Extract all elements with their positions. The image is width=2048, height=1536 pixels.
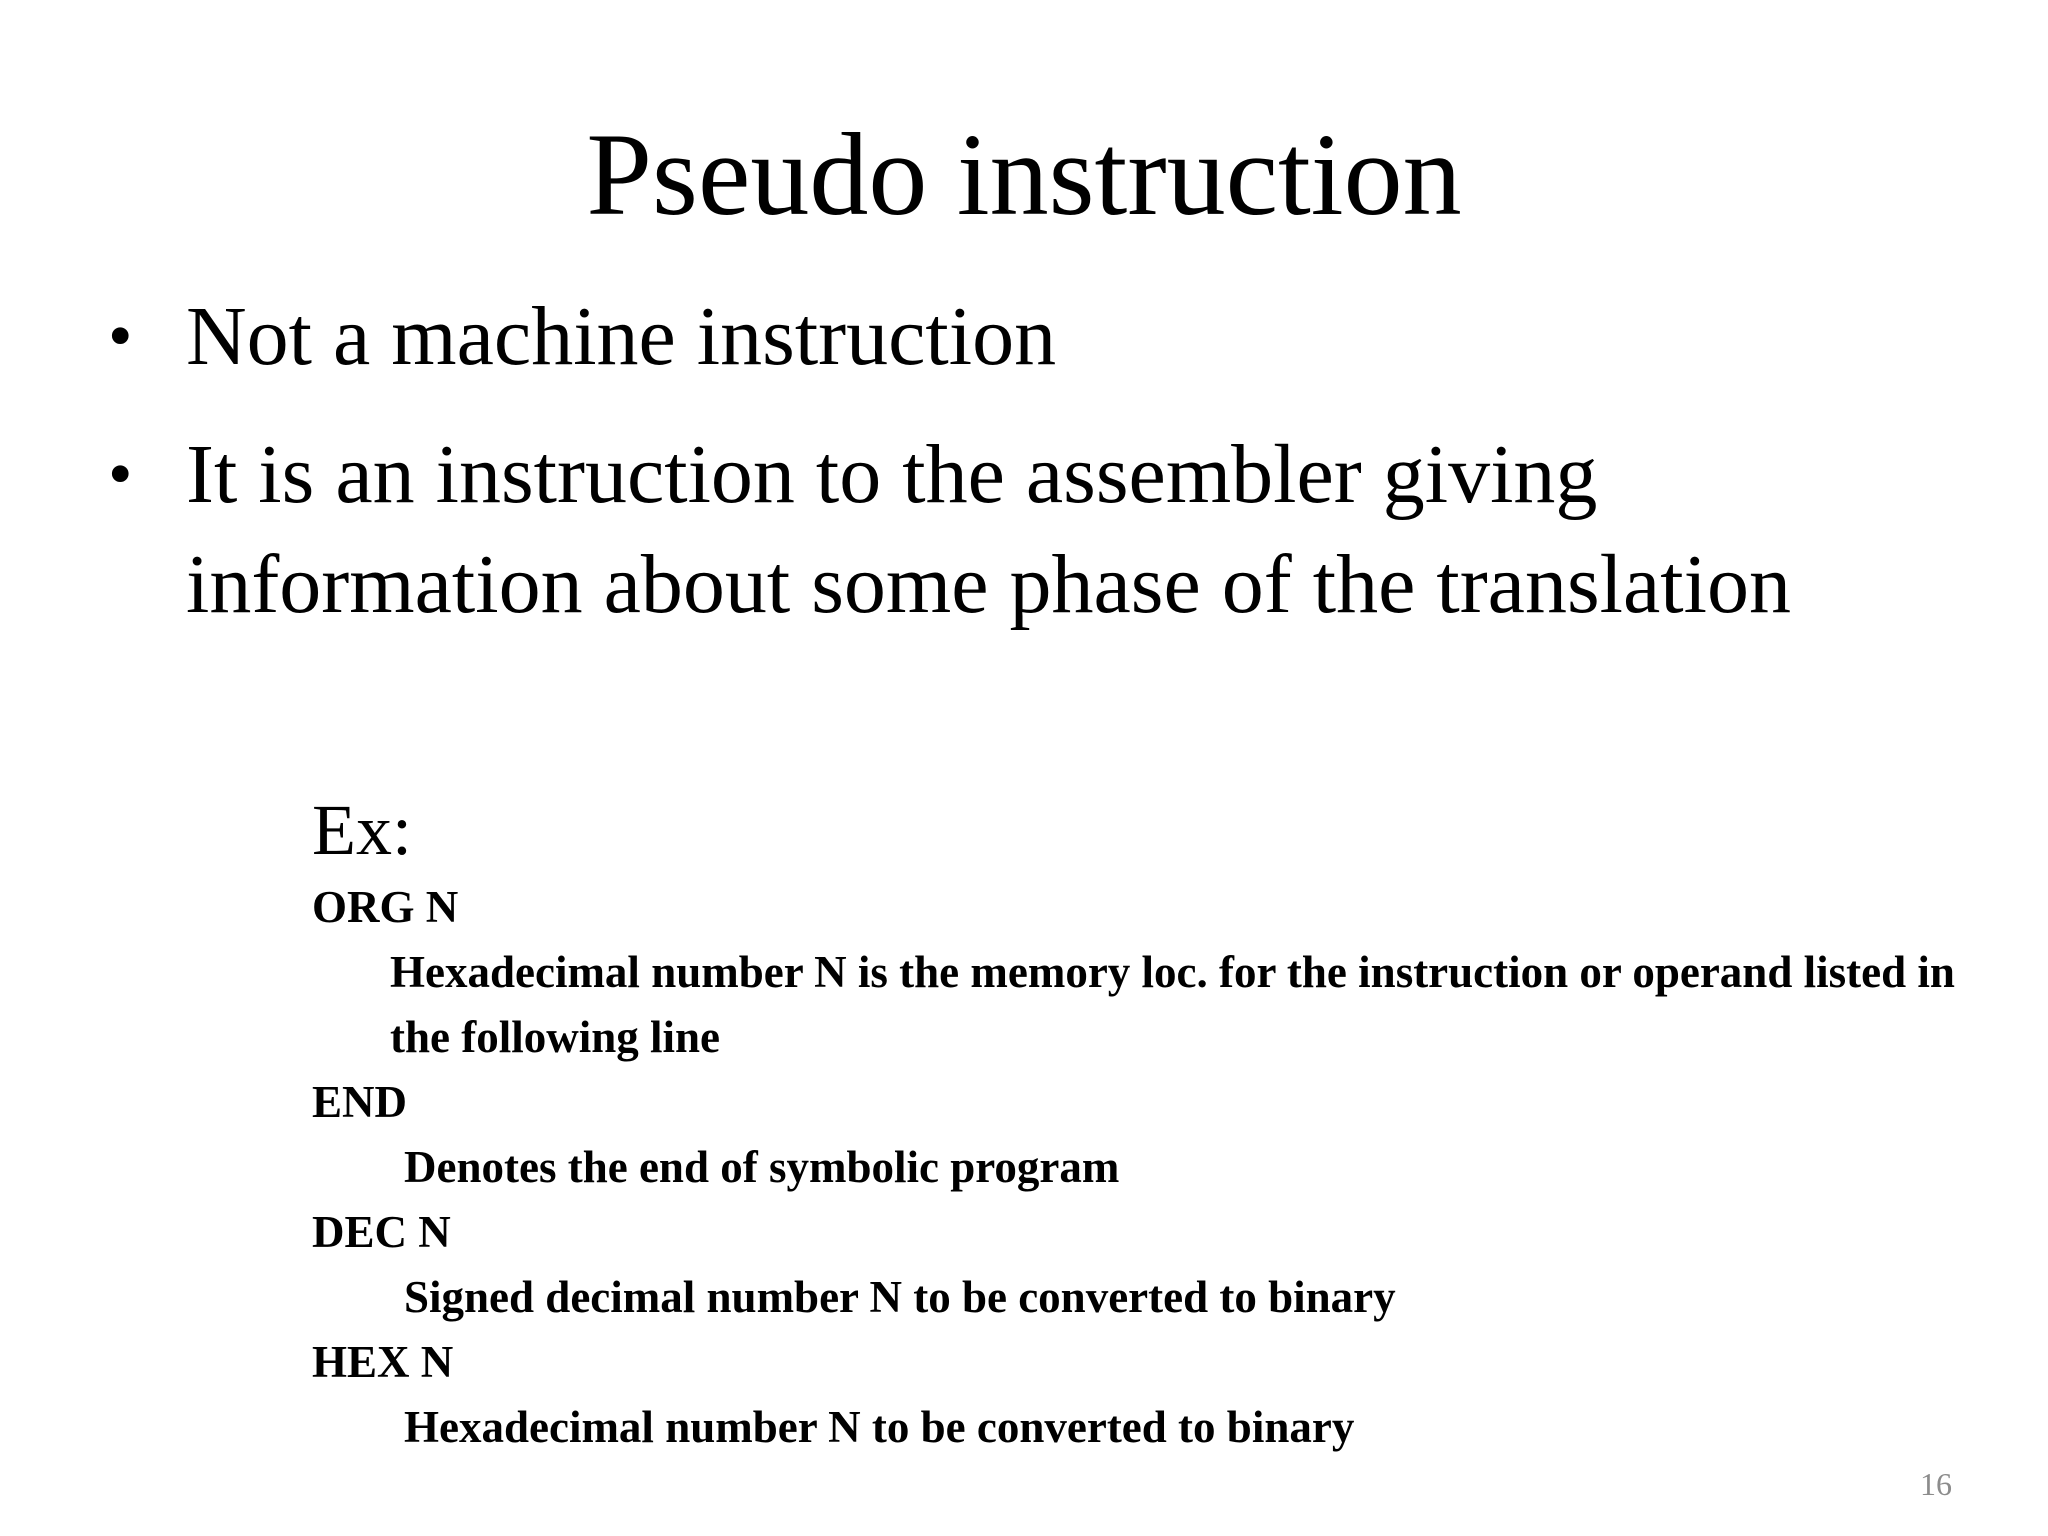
example-label: Ex: bbox=[312, 790, 412, 870]
directive-description: Hexadecimal number N is the memory loc. for the instruction or operand listed in the following line bbox=[390, 947, 1955, 1062]
directive-name: END bbox=[312, 1077, 408, 1127]
directive-name: ORG N bbox=[312, 882, 459, 932]
page-number: 16 bbox=[1920, 1466, 1952, 1502]
directive-name: HEX N bbox=[312, 1337, 454, 1387]
bullet-item bbox=[108, 282, 2008, 392]
directive-description: Signed decimal number N to be converted to binary bbox=[404, 1272, 1396, 1322]
slide-title: Pseudo instruction bbox=[586, 109, 1462, 240]
directive-description: Hexadecimal number N to be converted to binary bbox=[404, 1402, 1355, 1452]
bullet-item bbox=[108, 420, 1836, 640]
directive-description: Denotes the end of symbolic program bbox=[404, 1142, 1120, 1192]
bullet-text: Not a machine instruction bbox=[186, 290, 1057, 383]
bullet-dot-icon: • bbox=[108, 298, 133, 375]
bullet-text: It is an instruction to the assembler giving information about some phase of the translation bbox=[186, 428, 1791, 631]
example-block bbox=[312, 785, 1962, 1460]
bullet-list bbox=[108, 282, 2008, 668]
directive-name: DEC N bbox=[312, 1207, 451, 1257]
bullet-dot-icon: • bbox=[108, 436, 133, 513]
